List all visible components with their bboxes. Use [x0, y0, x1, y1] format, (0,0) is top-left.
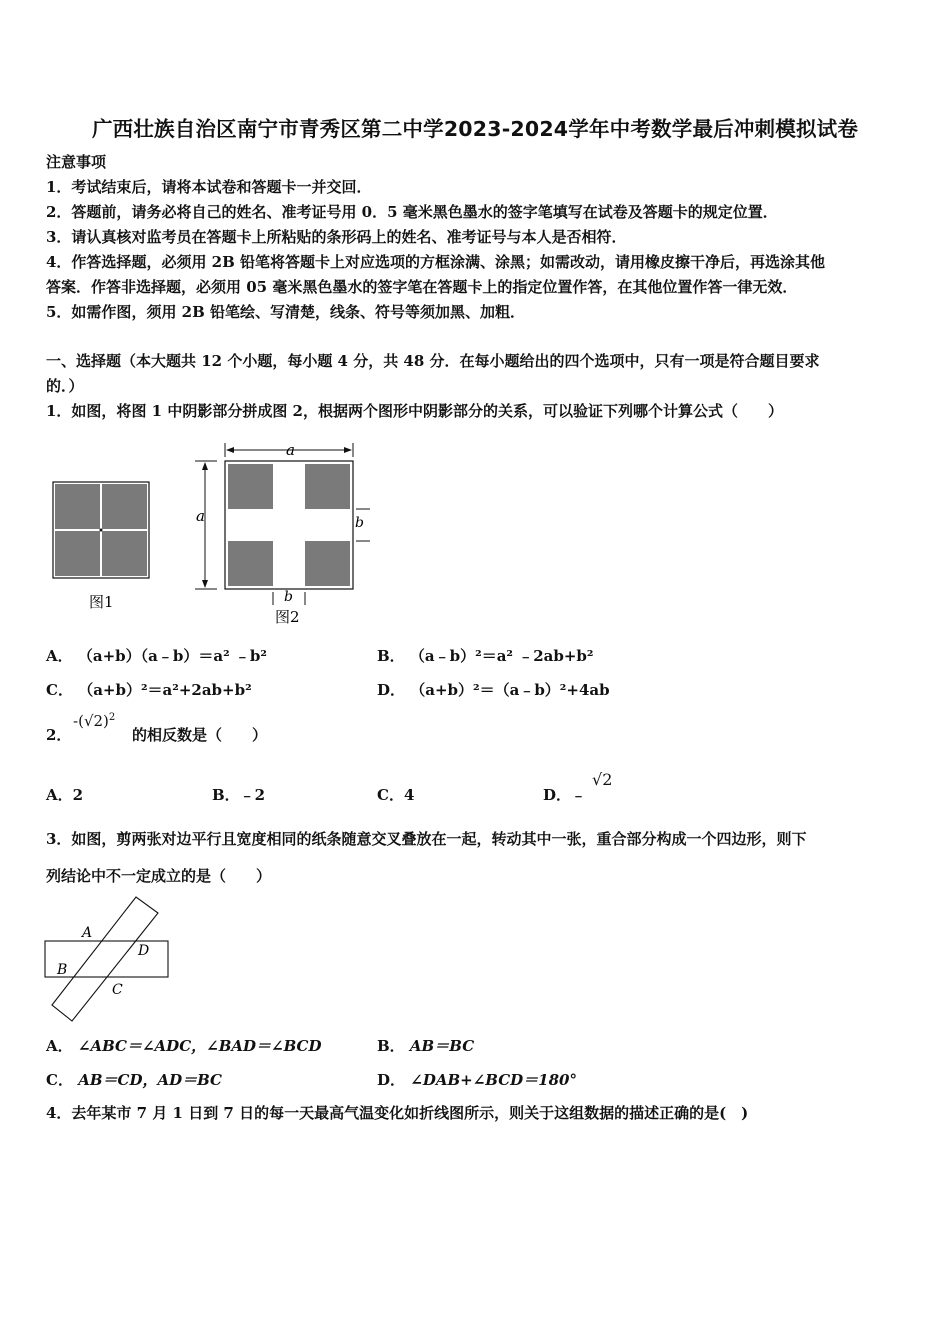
option-text: （a﹣b）²＝a² ﹣2ab+b²	[409, 647, 594, 665]
option-text: （a+b）²＝a²+2ab+b²	[78, 681, 252, 699]
option-label: B．	[377, 647, 405, 665]
question-3-figure	[40, 893, 180, 1023]
label-a-left: a	[196, 507, 205, 525]
figure-2-caption: 图2	[275, 608, 300, 626]
figure-1-caption: 图1	[89, 593, 114, 611]
label-b-right: b	[355, 515, 364, 531]
q1-option-d	[377, 679, 610, 700]
q3-option-d	[377, 1069, 577, 1090]
label-b-bottom: b	[284, 589, 293, 605]
q2-option-d	[543, 784, 586, 805]
point-c-label: C	[112, 982, 123, 998]
option-text: AB＝BC	[409, 1037, 475, 1055]
q2-option-b: B．﹣2	[212, 786, 266, 804]
notes-heading: 注意事项	[46, 153, 107, 171]
option-text: （a+b）²＝（a﹣b）²+4ab	[410, 681, 610, 699]
point-b-label: B	[57, 962, 68, 978]
expr-sqrt: √2	[83, 712, 104, 730]
option-label: D．	[377, 1071, 406, 1089]
section-heading-cont: 的．）	[46, 377, 84, 395]
option-label: A．	[46, 1037, 73, 1055]
question-3-stem-cont: 列结论中不一定成立的是（ ）	[46, 867, 272, 885]
q1-option-c	[46, 679, 252, 700]
q3-option-a	[46, 1035, 322, 1056]
q3-option-c	[46, 1069, 222, 1090]
option-label: D．﹣	[543, 786, 587, 804]
q3-option-b	[377, 1035, 474, 1056]
page-title: 广西壮族自治区南宁市青秀区第二中学2023-2024学年中考数学最后冲刺模拟试卷	[91, 117, 859, 141]
question-1-stem: 1．如图，将图 1 中阴影部分拼成图 2，根据两个图形中阴影部分的关系，可以验证下列哪个计算公式（ ）	[46, 402, 783, 420]
q1-option-b	[377, 645, 593, 666]
figure-1	[53, 482, 149, 578]
q1-option-a	[46, 645, 267, 666]
q2-option-a: A．2	[46, 786, 84, 804]
expr-square: 2	[108, 712, 116, 723]
question-4-stem: 4．去年某市 7 月 1 日到 7 日的每一天最高气温变化如折线图所示，则关于这组数据的描述正确的是( )	[46, 1104, 749, 1122]
option-label: D．	[377, 681, 406, 699]
question-3-stem: 3．如图，剪两张对边平行且宽度相同的纸条随意交叉叠放在一起，转动其中一张，重合部分构成一个四边形，则下	[46, 830, 807, 848]
label-a-top: a	[286, 441, 295, 459]
note-item: 1．考试结束后，请将本试卷和答题卡一并交回．	[46, 178, 372, 196]
option-label: A．	[46, 647, 73, 665]
note-item: 5．如需作图，须用 2B 铅笔绘、写清楚，线条、符号等须加黑、加粗．	[46, 303, 525, 321]
note-item: 4．作答选择题，必须用 2B 铅笔将答题卡上对应选项的方框涂满、涂黑；如需改动，请用橡皮擦干净后，再选涂其他	[46, 253, 826, 271]
q2-option-d-sqrt: √2	[592, 770, 613, 789]
note-item: 答案．作答非选择题，必须用 05 毫米黑色墨水的签字笔在答题卡上的指定位置作答，在其他位置作答一律无效．	[46, 278, 798, 296]
point-a-label: A	[82, 925, 93, 941]
note-item: 3．请认真核对监考员在答题卡上所粘贴的条形码上的姓名、准考证号与本人是否相符．	[46, 228, 627, 246]
option-text: AB＝CD，AD＝BC	[78, 1071, 222, 1089]
option-text: （a+b）（a﹣b）＝a² ﹣b²	[77, 647, 267, 665]
option-text: ∠ABC＝∠ADC，∠BAD＝∠BCD	[77, 1037, 322, 1055]
question-2-expression: $-(√2)^2$	[73, 712, 116, 730]
question-2-number: 2．	[46, 726, 72, 744]
section-heading: 一、选择题（本大题共 12 个小题，每小题 4 分，共 48 分．在每小题给出的四个选项中，只有一项是符合题目要求	[46, 352, 820, 370]
expr-minus: -	[73, 712, 79, 730]
point-d-label: D	[138, 943, 150, 959]
question-2-stem: 的相反数是（ ）	[132, 726, 268, 744]
figure-2	[195, 443, 370, 605]
option-text: ∠DAB+∠BCD＝180°	[410, 1071, 577, 1089]
note-item: 2．答题前，请务必将自己的姓名、准考证号用 0．5 毫米黑色墨水的签字笔填写在试卷及答题卡的规定位置．	[46, 203, 778, 221]
option-label: C．	[46, 681, 73, 699]
option-label: B．	[377, 1037, 405, 1055]
q2-option-c: C．4	[377, 786, 415, 804]
option-label: C．	[46, 1071, 73, 1089]
question-1-figures	[40, 435, 380, 630]
